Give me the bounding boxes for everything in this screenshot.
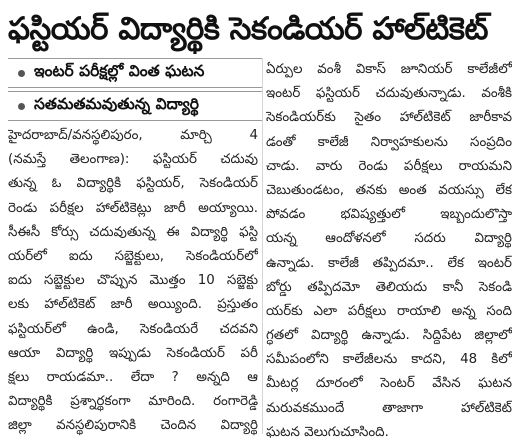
text-line: లకు హాల్‌టికెట్ జారీ అయ్యింది. ప్రస్తుతం xyxy=(8,297,258,313)
text-line: జిల్లా వనస్థలిపురానికి చెందిన విద్యార్థి xyxy=(8,418,258,434)
text-line: హైదరాబాద్/వనస్థలిపురం, మార్చి 4 xyxy=(8,128,258,143)
text-line: తున్న ఓ విద్యార్థికి ఫస్టియర్, సెకండియర్ xyxy=(8,176,258,192)
left-column xyxy=(8,124,258,438)
text-line: ఘటన వెలుగుచూసింది. xyxy=(266,424,389,440)
text-line: క్షలు రాయడమా.. లేదా ? అన్నది ఆ xyxy=(8,369,258,385)
text-line: మీటర్ల దూరంలో సెంటర్ వేసిన ఘటన xyxy=(266,376,512,392)
text-line: పోవడం భవిష్యత్తులో ఇబ్బందులొస్తా xyxy=(266,207,512,223)
text-line: చాడు. వారు రెండు పరీక్షలు రాయమని xyxy=(266,158,512,174)
text-line: విద్యార్థికి ప్రశ్నార్థకంగా మారింది. రంగారెడ్డి xyxy=(8,394,258,410)
text-line: రెండు పరీక్షల హాల్‌టికెట్లు జారీ అయ్యాయి. xyxy=(8,200,258,216)
text-line: యర్‌కు ఎలా పరీక్షలు రాయాలి అన్న సంది xyxy=(266,303,512,319)
text-line: మరువకముందే తాజాగా హాల్‌టికెట్ xyxy=(266,400,512,416)
subheads xyxy=(8,58,262,124)
text-line: యర్‌లో ఐదు సబ్జెక్టులు, సెకండియర్‌లో xyxy=(8,248,258,264)
text-line: ఇంటర్ ఫస్టియర్ చదువుతున్నాడు. వంశీకి xyxy=(266,86,512,102)
column-divider xyxy=(262,58,263,434)
bullet-icon xyxy=(18,103,25,110)
headline: ఫస్టియర్ విద్యార్థికి సెకండియర్ హాల్‌టికెట్ xyxy=(8,11,488,47)
text-line: యన్న ఆందోళనలో సదరు విద్యార్థి xyxy=(266,231,512,247)
bullet-icon xyxy=(18,70,25,77)
text-line: ఐదు సబ్జెక్టుల చొప్పున మొత్తం 10 సబ్జెక్టు xyxy=(8,273,258,289)
text-line: సీఈసీ కోర్సు చదువుతున్న ఈ విద్యార్థి ఫస్టి xyxy=(8,224,258,240)
text-line: సెకండియర్‌కు సైతం హాల్‌టికెట్ జారీకావ xyxy=(266,110,512,126)
text-line: సమీపంలోని కాలేజీలను కాదని, 48 కిలో xyxy=(266,352,512,368)
text-line: ఫస్టియర్‌లో ఉండి, సెకండియరే చదవని xyxy=(8,321,258,337)
text-line: ఉన్నాడు. కాలేజీ తప్పిదమా.. లేక ఇంటర్ xyxy=(266,255,512,271)
text-line: ఆయా విద్యార్థి ఇప్పుడు సెకండియర్ పరీ xyxy=(8,345,258,361)
text-line: డంతో కాలేజీ నిర్వాహకులను సంప్రదిం xyxy=(266,134,512,150)
text-line: గ్ధతలో విద్యార్థి ఉన్నాడు. సిద్దిపేట జిల్లాలో xyxy=(266,328,512,344)
subhead-text: సతమతమవుతున్న విద్యార్థి xyxy=(34,95,200,113)
right-column xyxy=(266,58,512,445)
subhead-1 xyxy=(8,58,262,88)
text-line: బోర్డు తప్పిదమో తెలియదు కానీ సెకండి xyxy=(266,279,512,295)
subhead-text: ఇంటర్ పరీక్షల్లో వింత ఘటన xyxy=(34,62,205,80)
text-line: చెబుతుండటం, తనకు అంత వయస్సు లేక xyxy=(266,182,512,198)
text-line: ఏర్పుల వంశీ వికాస్ జూనియర్ కాలేజీలో xyxy=(266,62,512,77)
subhead-2 xyxy=(8,91,262,121)
text-line: (నమస్తే తెలంగాణ): ఫస్టియర్ చదువు xyxy=(8,152,258,168)
